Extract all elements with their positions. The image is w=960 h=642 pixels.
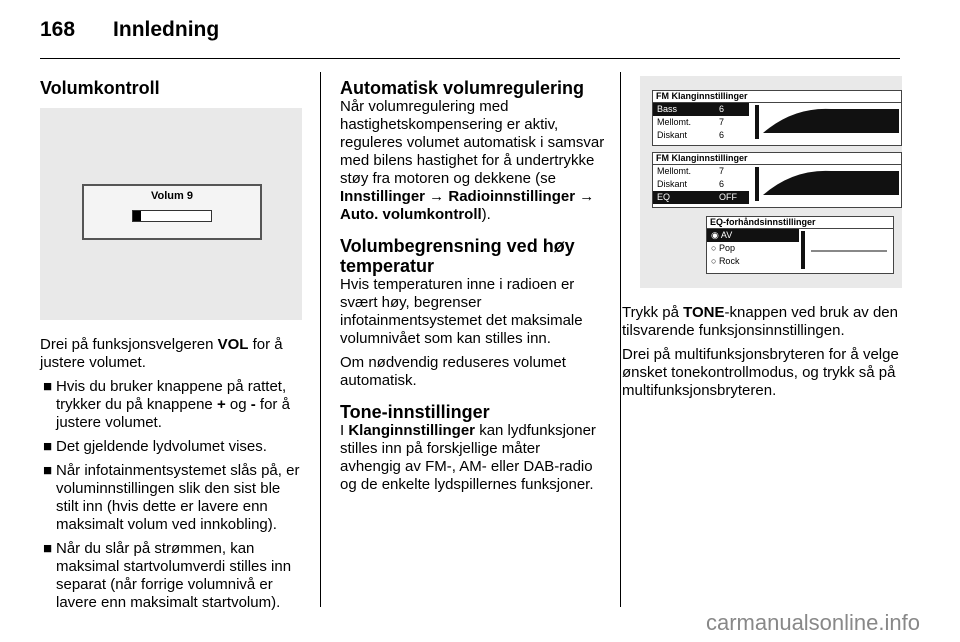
arrow: → <box>425 188 449 205</box>
volume-text <box>40 336 305 618</box>
screen-title: FM Klanginnstillinger <box>653 153 901 165</box>
text: for å justere volumet. <box>56 396 290 431</box>
section-heading-tone: Tone-innstillinger <box>340 402 490 422</box>
column-auto-volume <box>340 78 605 500</box>
menu-settings: Innstillinger <box>340 188 426 205</box>
menu-row <box>653 178 749 191</box>
text: Når du slår på strømmen, kan maksimal startvolumverdi stilles inn separat (når forrige volumnivå er lavere enn maksimalt startvolum). <box>56 540 292 611</box>
row-label: Diskant <box>657 130 688 140</box>
row-value: OFF <box>719 192 737 202</box>
chapter-title: Innledning <box>113 18 220 41</box>
volume-limit-text: Hvis temperaturen inne i radioen er svært høy, begrenser infotainmentsystemet det maksimale volumnivået som kan stilles inn. <box>340 276 583 347</box>
screen-title: EQ-forhåndsinnstillinger <box>707 217 893 229</box>
row-label: Diskant <box>657 179 688 189</box>
screen-title: FM Klanginnstillinger <box>653 91 901 103</box>
volume-reduce-text: Om nødvendig reduseres volumet automatisk. <box>340 354 566 389</box>
text: ). <box>481 206 491 223</box>
list-item <box>40 378 305 432</box>
watermark: carmanualsonline.info <box>705 610 920 635</box>
tone-screen-1 <box>652 90 902 146</box>
page-header <box>40 18 219 42</box>
tone-text <box>340 422 605 494</box>
row-label: Mellomt. <box>657 117 692 127</box>
volume-intro <box>40 336 305 372</box>
radio-icon: ○ <box>711 243 719 253</box>
vol-key: VOL <box>217 336 249 353</box>
row-value: 6 <box>719 104 725 114</box>
text: -knappen ved bruk av den tilsvarende funksjonsinnstillingen. <box>622 304 898 339</box>
eq-preset-screen <box>706 216 894 274</box>
row-label: Mellomt. <box>657 166 692 176</box>
tone-turn-text: Drei på multifunksjonsbryteren for å velge ønsket tonekontrollmodus, og trykk så på multifunksjonsbryteren. <box>622 346 899 399</box>
row-value: 6 <box>719 130 725 140</box>
text: og <box>225 396 251 413</box>
bullet-icon: ■ <box>43 378 53 395</box>
list-item <box>40 540 305 612</box>
tone-key: TONE <box>683 304 725 321</box>
menu-row <box>653 129 749 142</box>
row-label: Rock <box>718 256 740 266</box>
menu-row <box>653 116 749 129</box>
page-number: 168 <box>40 18 76 41</box>
text: Drei på funksjonsvelgeren <box>40 336 218 353</box>
tone-illustration <box>640 76 902 288</box>
list-item <box>40 462 305 534</box>
volume-illustration <box>40 108 302 320</box>
menu-row <box>653 165 749 178</box>
tone-screen-2 <box>652 152 902 208</box>
volume-bar <box>132 210 212 222</box>
column-divider-2 <box>620 72 621 607</box>
volume-list <box>40 378 305 612</box>
column-divider-1 <box>320 72 321 607</box>
tone-press-text <box>622 304 904 340</box>
menu-row <box>653 103 749 116</box>
minus-key: - <box>250 396 256 413</box>
menu-row <box>653 191 749 204</box>
text: for å justere volumet. <box>40 336 283 371</box>
bullet-icon: ■ <box>43 540 53 557</box>
menu-row <box>707 229 799 242</box>
menu-tone-settings: Klanginnstillinger <box>348 422 476 439</box>
header-rule <box>40 58 900 59</box>
row-value: 7 <box>719 117 725 127</box>
text: kan lydfunksjoner stilles inn på forskjellige måter avhengig av FM-, AM- eller DAB-radio og de enkelte lydspillernes funksjoner. <box>340 422 596 493</box>
tone-curve-graph <box>753 103 901 143</box>
volume-display <box>82 184 262 240</box>
row-label: EQ <box>657 192 671 202</box>
menu-row <box>707 255 799 268</box>
row-label: AV <box>720 230 733 240</box>
auto-volume-text <box>340 98 605 224</box>
volume-display-label: Volum 9 <box>151 190 193 202</box>
section-heading-auto-volume: Automatisk volumregulering <box>340 78 585 98</box>
bullet-icon: ■ <box>43 438 53 455</box>
text: I <box>340 422 349 439</box>
tone-instructions <box>622 304 904 406</box>
row-value: 7 <box>719 166 725 176</box>
menu-auto-volume: Auto. volumkontroll <box>340 206 482 223</box>
text: Når volumregulering med hastighetskompensering er aktiv, reguleres volumet automatisk i samsvar med bilens hastighet for å undertrykke støy fra motoren og dekkene (se <box>340 98 605 187</box>
arrow: → <box>575 188 595 205</box>
tone-curve-graph <box>753 165 901 205</box>
bullet-icon: ■ <box>43 462 53 479</box>
section-heading-volume-limit: Volumbegrensning ved høy temperatur <box>340 236 575 276</box>
text: Trykk på <box>622 304 684 321</box>
radio-selected-icon: ◉ <box>711 230 721 240</box>
plus-key: + <box>216 396 226 413</box>
row-value: 6 <box>719 179 725 189</box>
text: Når infotainmentsystemet slås på, er voluminnstillingen slik den sist ble stilt inn (hvis dette er lavere enn maksimalt volum ved innkobling). <box>56 462 300 533</box>
row-label: Pop <box>718 243 735 253</box>
text: Det gjeldende lydvolumet vises. <box>56 438 267 455</box>
section-heading-volume: Volumkontroll <box>40 78 160 98</box>
list-item <box>40 438 305 456</box>
text: Hvis du bruker knappene på rattet, trykker du på knappene <box>56 378 287 413</box>
menu-row <box>707 242 799 255</box>
menu-radio-settings: Radioinnstillinger <box>448 188 576 205</box>
column-volume <box>40 78 305 98</box>
radio-icon: ○ <box>711 256 719 266</box>
volume-bar-fill <box>133 211 141 221</box>
row-label: Bass <box>657 104 678 114</box>
eq-graph <box>801 229 891 271</box>
